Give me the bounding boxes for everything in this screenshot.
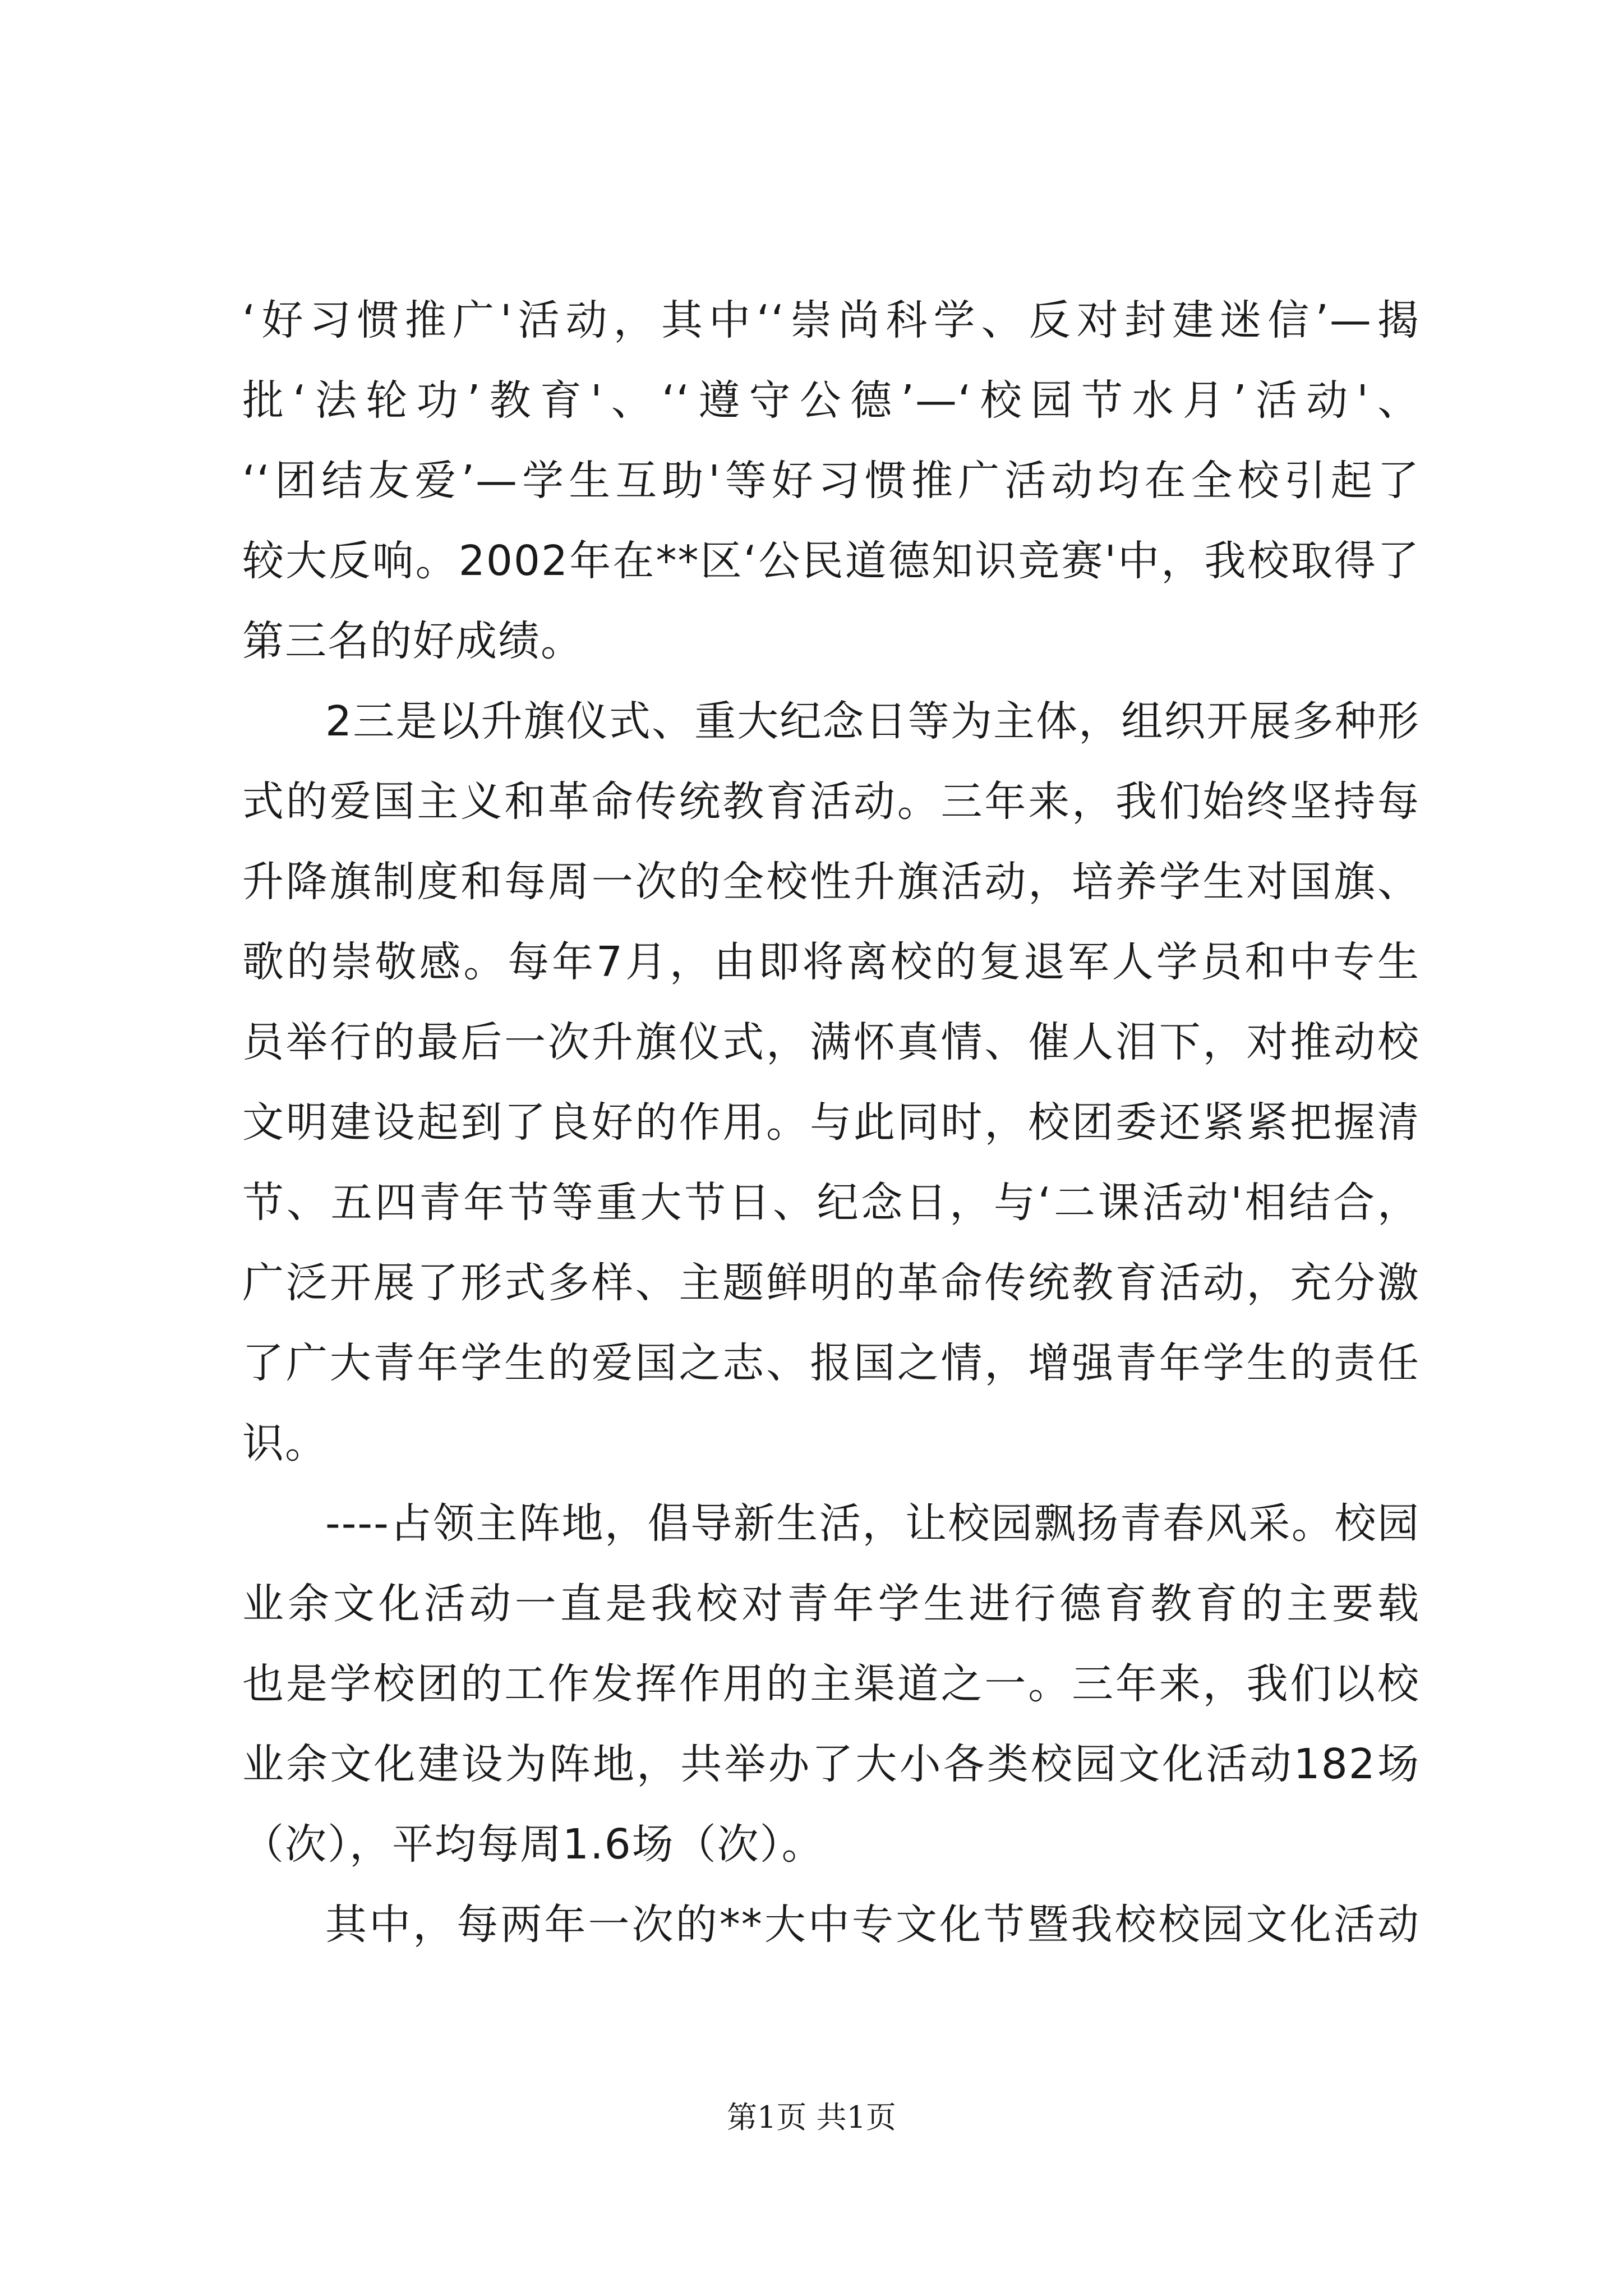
text-line: 了广大青年学生的爱国之志、报国之情，增强青年学生的责任: [242, 1339, 1420, 1387]
page-footer: [0, 2098, 1623, 2137]
text-line: 升降旗制度和每周一次的全校性升旗活动，培养学生对国旗、: [242, 858, 1420, 906]
text-line: 业余文化活动一直是我校对青年学生进行德育教育的主要载: [242, 1580, 1420, 1628]
text-line: ‘好习惯推广'活动，其中‘‘崇尚科学、反对封建迷信’—揭: [242, 296, 1420, 344]
text-line: 式的爱国主义和革命传统教育活动。三年来，我们始终坚持每: [242, 777, 1420, 826]
text-line: 节、五四青年节等重大节日、纪念日，与‘二课活动'相结合，: [242, 1179, 1420, 1227]
text-line: 第三名的好成绩。: [242, 617, 583, 665]
text-line: 2三是以升旗仪式、重大纪念日等为主体，组织开展多种形: [325, 697, 1420, 746]
text-line: 较大反响。2002年在**区‘公民道德知识竞赛'中，我校取得了: [242, 537, 1420, 585]
text-line: 业余文化建设为阵地，共举办了大小各类校园文化活动182场: [242, 1740, 1420, 1788]
text-line: ‘‘团结友爱’—学生互助'等好习惯推广活动均在全校引起了: [242, 457, 1420, 505]
text-line: 其中，每两年一次的**大中专文化节暨我校校园文化活动: [325, 1901, 1420, 1949]
text-line: 歌的崇敬感。每年7月，由即将离校的复退军人学员和中专生: [242, 938, 1420, 986]
text-line: （次），平均每周1.6场（次）。: [242, 1820, 824, 1869]
document-body: [242, 280, 1420, 1965]
text-line: 批‘法轮功’教育'、‘‘遵守公德’—‘校园节水月’活动'、: [242, 376, 1420, 425]
text-line: 广泛开展了形式多样、主题鲜明的革命传统教育活动，充分激: [242, 1259, 1420, 1307]
text-line: 文明建设起到了良好的作用。与此同时，校团委还紧紧把握清: [242, 1098, 1420, 1147]
text-line: 识。: [242, 1419, 328, 1467]
text-line: ----占领主阵地，倡导新生活，让校园飘扬青春风采。校园: [325, 1499, 1420, 1548]
page-number-label: 第1页 共1页: [727, 2100, 896, 2135]
text-line: 也是学校团的工作发挥作用的主渠道之一。三年来，我们以校: [242, 1660, 1420, 1708]
text-line: 员举行的最后一次升旗仪式，满怀真情、催人泪下，对推动校: [242, 1018, 1420, 1066]
